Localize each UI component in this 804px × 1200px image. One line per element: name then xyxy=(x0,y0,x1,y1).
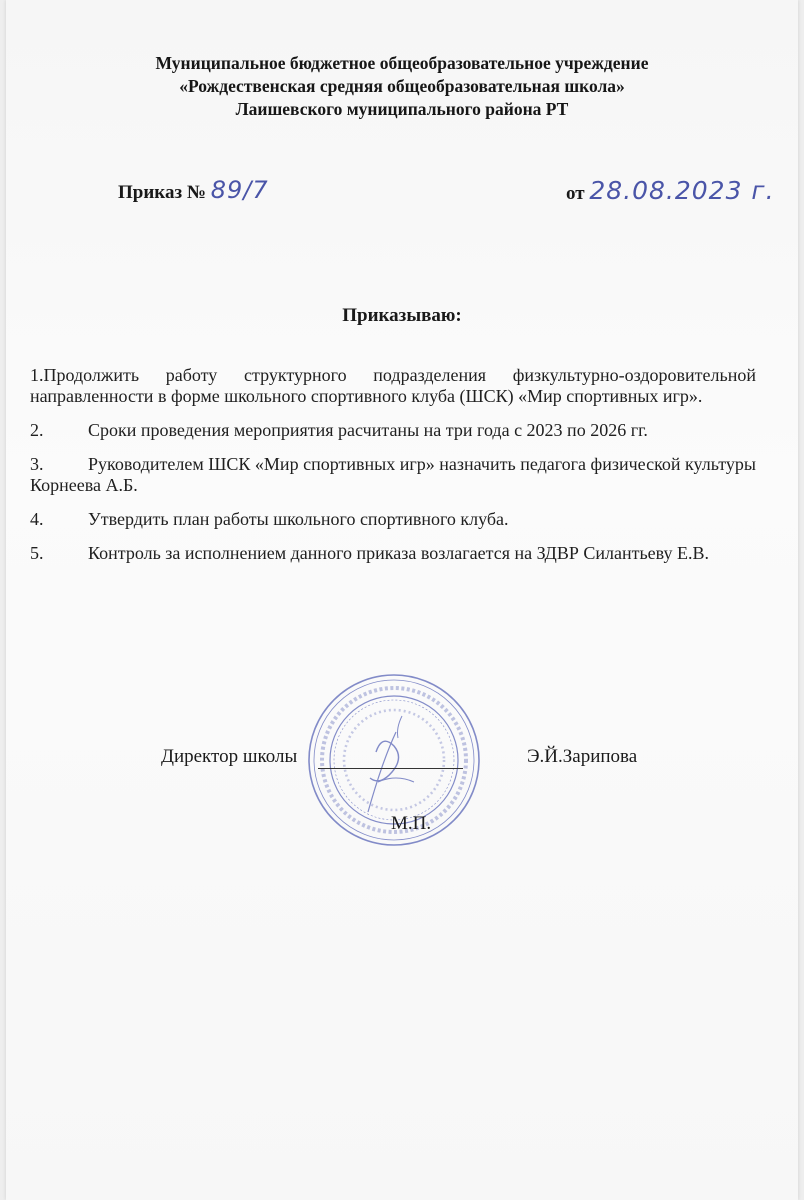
order-number xyxy=(118,176,269,204)
header-line-1: Муниципальное бюджетное общеобразовательное учреждение xyxy=(155,53,649,73)
order-item xyxy=(30,420,756,441)
item-text: Утвердить план работы школьного спортивного клуба. xyxy=(88,509,509,529)
order-item xyxy=(30,509,756,530)
header-line-3: Лаишевского муниципального района РТ xyxy=(235,99,569,119)
order-date-label: от xyxy=(566,183,585,204)
item-text: Руководителем ШСК «Мир спортивных игр» назначить педагога физической культуры Корнеева А.Б. xyxy=(30,454,756,495)
order-items xyxy=(30,365,756,577)
item-number: 4. xyxy=(30,509,44,529)
item-number: 2. xyxy=(30,420,44,440)
item-text: Продолжить работу структурного подразделения физкультурно-оздоровительной направленности в форме школьного спортивного клуба (ШСК) «Мир спортивных игр». xyxy=(30,365,756,406)
order-date xyxy=(566,176,775,205)
item-number: 3. xyxy=(30,454,44,474)
decree-title: Приказываю: xyxy=(342,305,462,326)
director-title: Директор школы xyxy=(161,746,298,767)
signature-line xyxy=(318,768,463,769)
institution-header xyxy=(6,52,798,121)
order-date-handwritten: 28.08.2023 г. xyxy=(589,176,775,205)
director-name: Э.Й.Зарипова xyxy=(527,746,638,767)
document-page xyxy=(6,0,798,1200)
item-number: 1. xyxy=(30,365,44,385)
item-number: 5. xyxy=(30,543,44,563)
order-item xyxy=(30,365,756,407)
order-number-label: Приказ № xyxy=(118,182,206,203)
header-line-2: «Рождественская средняя общеобразовательная школа» xyxy=(179,76,625,96)
item-text: Контроль за исполнением данного приказа возлагается на ЗДВР Силантьеву Е.В. xyxy=(88,543,710,563)
order-item xyxy=(30,543,756,564)
order-number-handwritten: 89/7 xyxy=(210,176,269,204)
order-item xyxy=(30,454,756,496)
item-text: Сроки проведения мероприятия расчитаны на три года с 2023 по 2026 гг. xyxy=(88,420,648,440)
stamp-place-label: М.П. xyxy=(391,813,432,834)
